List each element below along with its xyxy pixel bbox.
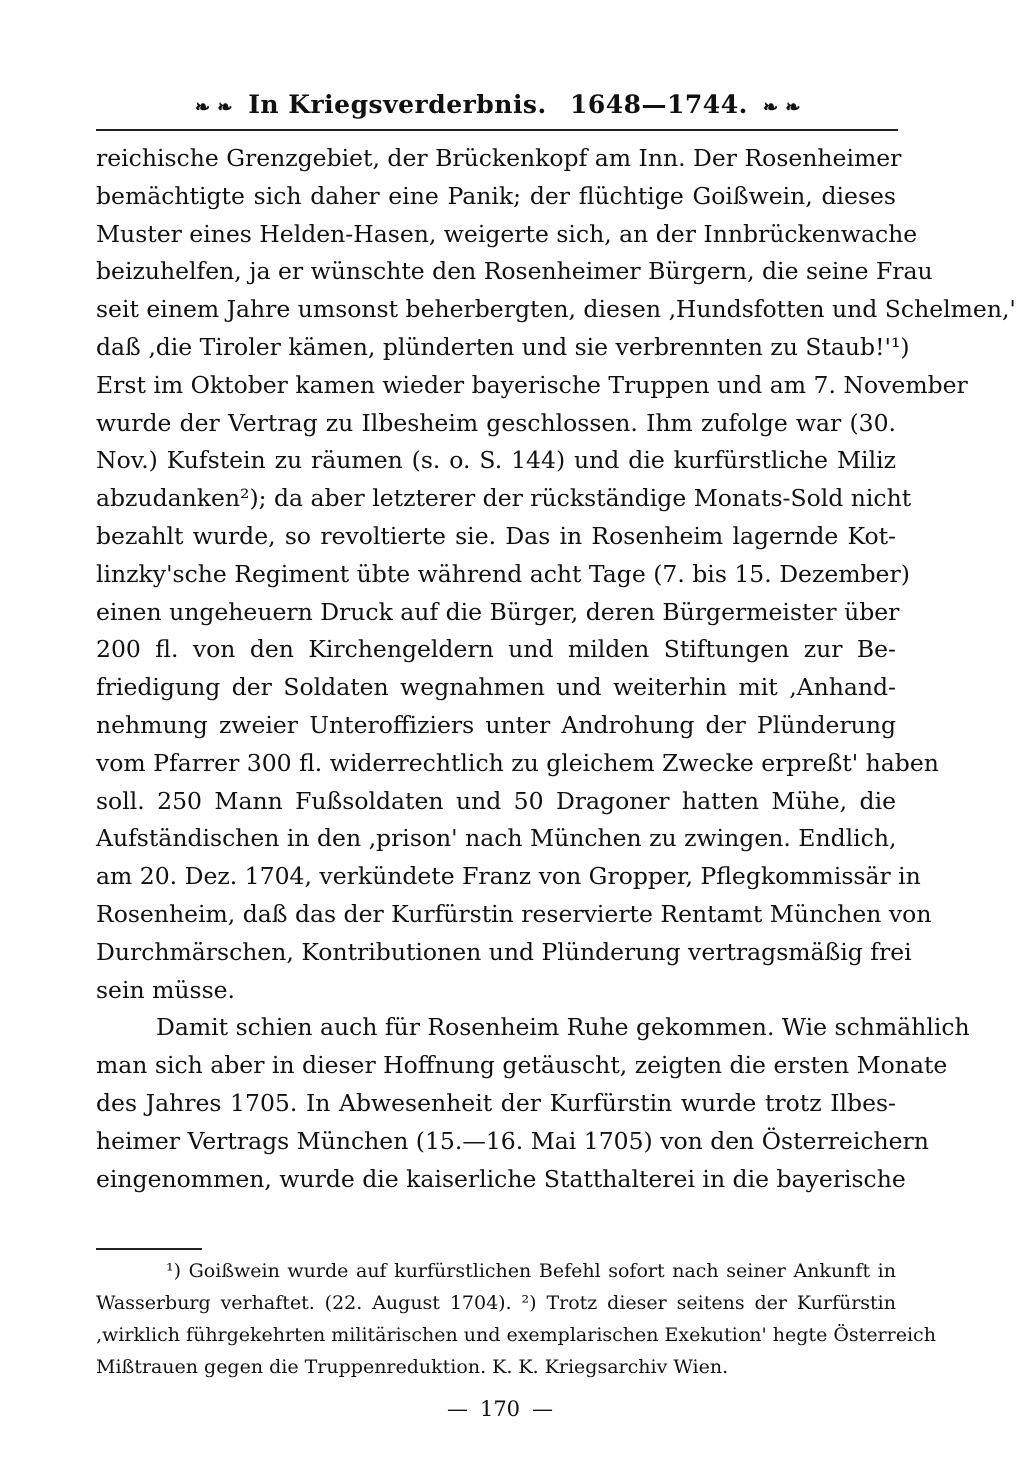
- text-line: Aufständischen in den ‚prison' nach München zu zwingen. Endlich,: [96, 824, 897, 853]
- footnote-line: Wasserburg verhaftet. (22. August 1704). ²) Trotz dieser seitens der Kurfürstin: [96, 1292, 896, 1314]
- text-line: man sich aber in dieser Hoffnung getäuscht, zeigten die ersten Monate: [96, 1051, 948, 1080]
- footnote-line: ¹) Goißwein wurde auf kurfürstlichen Befehl sofort nach seiner Ankunft in: [166, 1260, 896, 1282]
- ornament-right: ❧ ❧: [763, 97, 801, 118]
- footnote-rule: [96, 1248, 202, 1250]
- text-line: nehmung zweier Unteroffiziers unter Androhung der Plünderung: [96, 710, 896, 739]
- page-number-dash-left: —: [446, 1397, 468, 1421]
- header-rule: [96, 129, 898, 131]
- footnote-line: ‚wirklich führgekehrten militärischen und exemplarischen Exekution' hegte Österreich: [96, 1324, 936, 1346]
- text-line: seit einem Jahre umsonst beherbergten, diesen ‚Hundsfotten und Schelmen,': [96, 295, 1016, 324]
- text-line: einen ungeheuern Druck auf die Bürger, deren Bürgermeister über: [96, 597, 900, 626]
- text-line: des Jahres 1705. In Abwesenheit der Kurfürstin wurde trotz Ilbes-: [96, 1088, 896, 1117]
- text-line: linzky'sche Regiment übte während acht Tage (7. bis 15. Dezember): [96, 559, 910, 588]
- header-title: In Kriegsverderbnis.: [248, 90, 547, 119]
- text-line: am 20. Dez. 1704, verkündete Franz von Gropper, Pflegkommissär in: [96, 862, 921, 891]
- text-line: bemächtigte sich daher eine Panik; der flüchtige Goißwein, dieses: [96, 181, 896, 210]
- text-line: Nov.) Kufstein zu räumen (s. o. S. 144) und die kurfürstliche Miliz: [96, 446, 896, 475]
- text-line: sein müsse.: [96, 975, 236, 1004]
- footnote-line: Mißtrauen gegen die Truppenreduktion. K. K. Kriegsarchiv Wien.: [96, 1356, 729, 1378]
- text-line: 200 fl. von den Kirchengeldern und milden Stiftungen zur Be-: [96, 635, 896, 664]
- text-line: reichische Grenzgebiet, der Brückenkopf am Inn. Der Rosenheimer: [96, 144, 902, 172]
- text-line: Erst im Oktober kamen wieder bayerische Truppen und am 7. November: [96, 370, 968, 399]
- text-line: eingenommen, wurde die kaiserliche Statthalterei in die bayerische: [96, 1164, 906, 1193]
- text-line: Rosenheim, daß das der Kurfürstin reservierte Rentamt München von: [96, 899, 932, 928]
- text-line: wurde der Vertrag zu Ilbesheim geschlossen. Ihm zufolge war (30.: [96, 408, 896, 437]
- text-line: heimer Vertrags München (15.—16. Mai 1705) von den Österreichern: [96, 1126, 929, 1155]
- ornament-left: ❧ ❧: [195, 97, 233, 118]
- page-number-value: 170: [479, 1397, 521, 1421]
- footnotes: [96, 1255, 936, 1383]
- text-line: vom Pfarrer 300 fl. widerrechtlich zu gleichem Zwecke erpreßt' haben: [96, 748, 939, 777]
- text-line: abzudanken²); da aber letzterer der rückständige Monats-Sold nicht: [96, 484, 912, 513]
- text-line: soll. 250 Mann Fußsoldaten und 50 Dragoner hatten Mühe, die: [96, 786, 896, 815]
- text-line: beizuhelfen, ja er wünschte den Rosenheimer Bürgern, die seine Frau: [96, 257, 933, 286]
- running-header: [96, 90, 900, 120]
- text-line: daß ‚die Tiroler kämen, plünderten und sie verbrennten zu Staub!'¹): [96, 332, 910, 361]
- page-number-dash-right: —: [532, 1397, 554, 1421]
- text-line: Muster eines Helden-Hasen, weigerte sich, an der Innbrückenwache: [96, 219, 918, 248]
- page-number: [0, 1397, 1000, 1421]
- text-line: Durchmärschen, Kontributionen und Plünderung vertragsmäßig frei: [96, 937, 912, 966]
- text-line: friedigung der Soldaten wegnahmen und weiterhin mit ‚Anhand-: [96, 673, 896, 702]
- header-years: 1648—1744.: [569, 90, 748, 119]
- text-line: bezahlt wurde, so revoltierte sie. Das in Rosenheim lagernde Kot-: [96, 521, 896, 550]
- text-line: Damit schien auch für Rosenheim Ruhe gekommen. Wie schmählich: [156, 1013, 970, 1042]
- body-text: [96, 140, 1016, 1198]
